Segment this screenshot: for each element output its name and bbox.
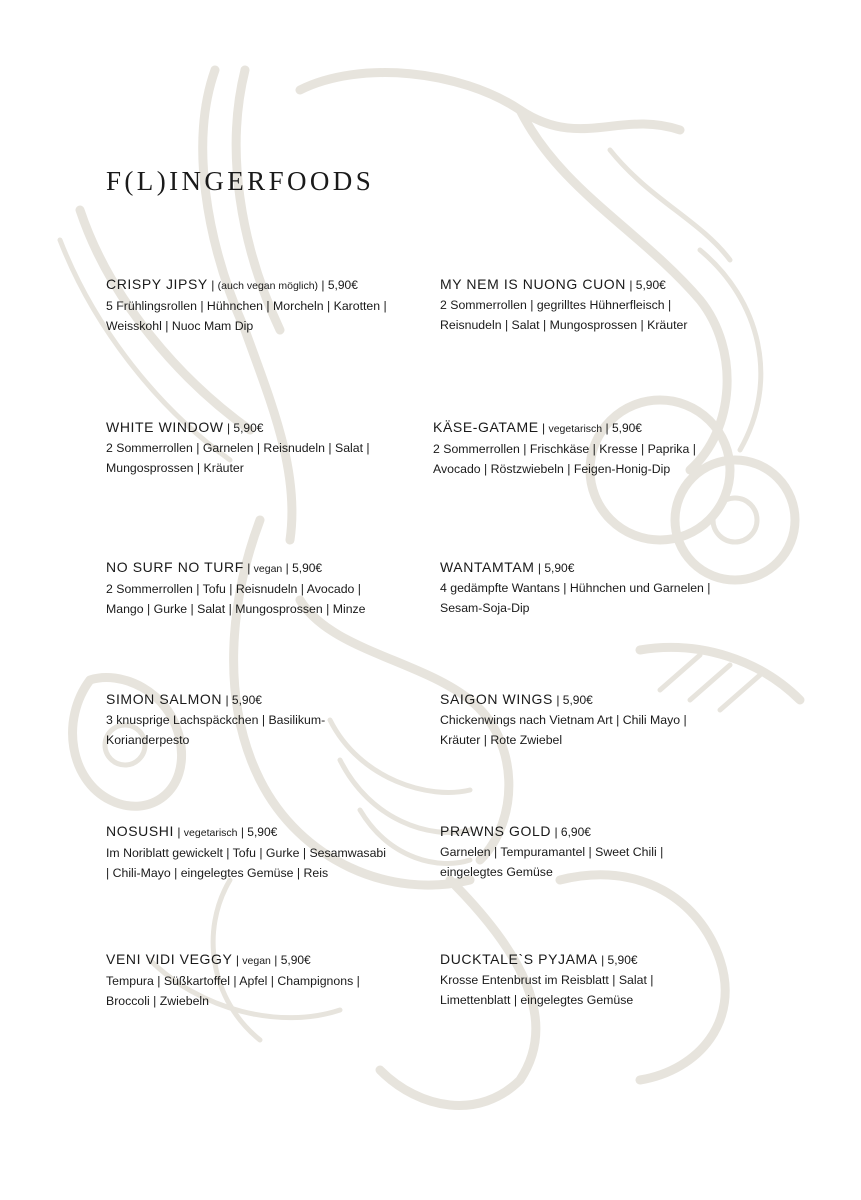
item-price: 5,90€ [292, 561, 323, 575]
menu-item-saigon-wings: SAIGON WINGS | 5,90€ Chickenwings nach Vietnam Art | Chili Mayo | Kräuter | Rote Zwiebel [440, 689, 770, 750]
item-description: 2 Sommerrollen | Tofu | Reisnudeln | Avocado | Mango | Gurke | Salat | Mungosprossen | Minze [106, 582, 366, 616]
item-name: KÄSE-GATAME [433, 419, 539, 435]
item-description: 5 Frühlingsrollen | Hühnchen | Morcheln | Karotten | Weisskohl | Nuoc Mam Dip [106, 299, 387, 333]
item-name: DUCKTALE`S PYJAMA [440, 951, 598, 967]
item-description: 2 Sommerrollen | Garnelen | Reisnudeln | Salat | Mungosprossen | Kräuter [106, 441, 370, 475]
menu-item-wantamtam: WANTAMTAM | 5,90€ 4 gedämpfte Wantans | Hühnchen und Garnelen | Sesam-Soja-Dip [440, 557, 770, 618]
item-tag: (auch vegan möglich) [217, 280, 319, 292]
page-title: F(L)INGERFOODS [106, 166, 375, 196]
menu-item-ducktales-pyjama: DUCKTALE`S PYJAMA | 5,90€ Krosse Entenbrust im Reisblatt | Salat | Limettenblatt | eingelegtes Gemüse [440, 949, 770, 1010]
menu-item-kaese-gatame: KÄSE-GATAME | vegetarisch | 5,90€ 2 Sommerrollen | Frischkäse | Kresse | Paprika | Avocado | Röstzwiebeln | Feigen-Honig-Dip [433, 417, 763, 479]
menu-item-nosushi: NOSUSHI | vegetarisch | 5,90€ Im Noriblatt gewickelt | Tofu | Gurke | Sesamwasabi | Chili-Mayo | eingelegtes Gemüse | Reis [106, 821, 436, 883]
item-description: 2 Sommerrollen | gegrilltes Hühnerfleisch | Reisnudeln | Salat | Mungosprossen | Kräuter [440, 298, 688, 332]
item-name: PRAWNS GOLD [440, 823, 552, 839]
item-tag: vegan [253, 563, 283, 575]
item-description: Im Noriblatt gewickelt | Tofu | Gurke | Sesamwasabi | Chili-Mayo | eingelegtes Gemüse | Reis [106, 846, 386, 880]
item-price: 6,90€ [560, 825, 591, 839]
item-description: 4 gedämpfte Wantans | Hühnchen und Garnelen | Sesam-Soja-Dip [440, 581, 711, 615]
item-price: 5,90€ [562, 693, 593, 707]
item-name: CRISPY JIPSY [106, 276, 208, 292]
item-description: Chickenwings nach Vietnam Art | Chili Mayo | Kräuter | Rote Zwiebel [440, 713, 687, 747]
menu-item-white-window: WHITE WINDOW | 5,90€ 2 Sommerrollen | Garnelen | Reisnudeln | Salat | Mungosprossen | Kräuter [106, 417, 436, 478]
menu-item-my-nem-is-nuong-cuon: MY NEM IS NUONG CUON | 5,90€ 2 Sommerrollen | gegrilltes Hühnerfleisch | Reisnudeln | Salat | Mungosprossen | Kräuter [440, 274, 770, 335]
item-name: MY NEM IS NUONG CUON [440, 276, 626, 292]
item-tag: vegetarisch [183, 827, 238, 839]
item-price: 5,90€ [607, 953, 638, 967]
item-name: VENI VIDI VEGGY [106, 951, 233, 967]
item-name: NOSUSHI [106, 823, 174, 839]
menu-item-veni-vidi-veggy: VENI VIDI VEGGY | vegan | 5,90€ Tempura | Süßkartoffel | Apfel | Champignons | Broccoli | Zwiebeln [106, 949, 436, 1011]
item-price: 5,90€ [233, 421, 264, 435]
item-tag: vegan [242, 955, 271, 967]
item-name: SIMON SALMON [106, 691, 223, 707]
item-tag: vegetarisch [548, 423, 603, 435]
item-description: Tempura | Süßkartoffel | Apfel | Champignons | Broccoli | Zwiebeln [106, 974, 360, 1008]
item-price: 5,90€ [231, 693, 262, 707]
menu-item-no-surf-no-turf: NO SURF NO TURF | vegan | 5,90€ 2 Sommerrollen | Tofu | Reisnudeln | Avocado | Mango | Gurke | Salat | Mungosprossen | Minze [106, 557, 436, 619]
item-price: 5,90€ [611, 421, 642, 435]
menu-item-prawns-gold: PRAWNS GOLD | 6,90€ Garnelen | Tempuramantel | Sweet Chili | eingelegtes Gemüse [440, 821, 770, 882]
item-price: 5,90€ [327, 278, 358, 292]
item-name: SAIGON WINGS [440, 691, 553, 707]
menu-item-simon-salmon: SIMON SALMON | 5,90€ 3 knusprige Lachspäckchen | Basilikum- Korianderpesto [106, 689, 436, 750]
item-description: 2 Sommerrollen | Frischkäse | Kresse | Paprika | Avocado | Röstzwiebeln | Feigen-Honig-Dip [433, 442, 696, 476]
item-price: 5,90€ [635, 278, 666, 292]
item-description: 3 knusprige Lachspäckchen | Basilikum- Korianderpesto [106, 713, 326, 747]
item-name: WANTAMTAM [440, 559, 535, 575]
item-price: 5,90€ [247, 825, 278, 839]
item-price: 5,90€ [544, 561, 575, 575]
item-name: NO SURF NO TURF [106, 559, 244, 575]
menu-item-crispy-jipsy: CRISPY JIPSY | (auch vegan möglich) | 5,90€ 5 Frühlingsrollen | Hühnchen | Morcheln | Karotten | Weisskohl | Nuoc Mam Dip [106, 274, 436, 336]
item-name: WHITE WINDOW [106, 419, 224, 435]
item-description: Krosse Entenbrust im Reisblatt | Salat | Limettenblatt | eingelegtes Gemüse [440, 973, 654, 1007]
item-description: Garnelen | Tempuramantel | Sweet Chili | eingelegtes Gemüse [440, 845, 664, 879]
item-price: 5,90€ [280, 953, 311, 967]
